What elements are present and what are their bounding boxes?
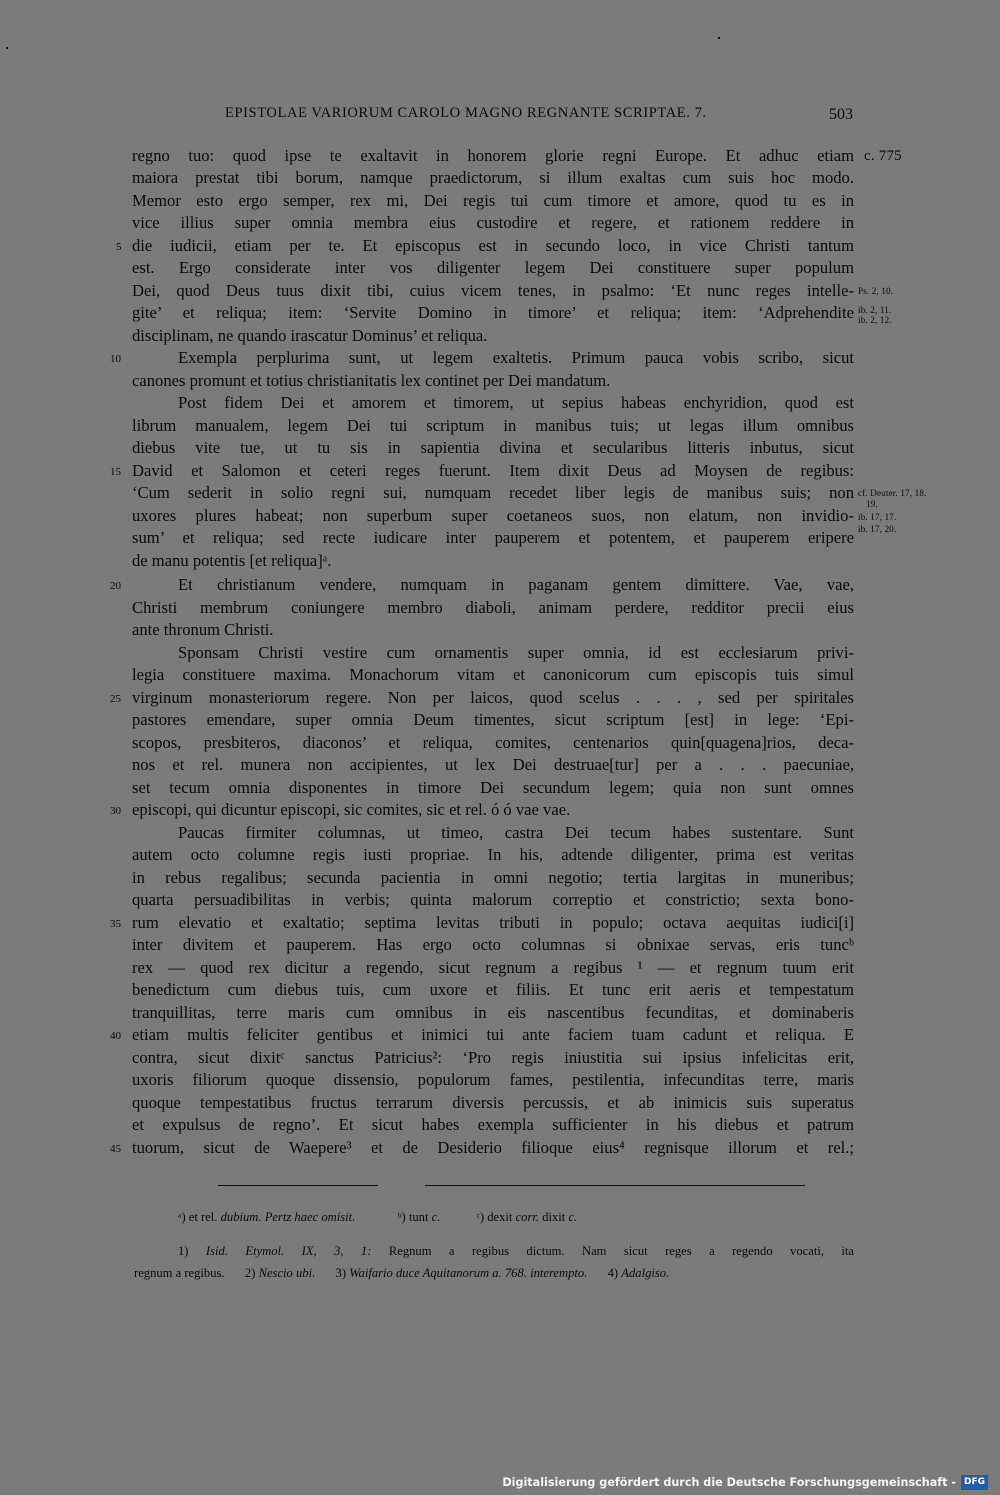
text-line: contra, sicut dixitᶜ sanctus Patricius²: ‘Pro regis iniustitia sui ipsius infelicitas erit,: [132, 1048, 854, 1067]
page-number: 503: [829, 106, 853, 123]
text-line: in rebus regalibus; secunda pacientia in omni negotio; tertia largitas in muneribus;: [132, 868, 854, 887]
text-line: benedictum cum diebus tuis, cum uxore et filiis. Et tunc erit aeris et tempestatum: [132, 980, 854, 999]
footnote-4-mark: 4): [607, 1266, 619, 1280]
text-line: Exempla perplurima sunt, ut legem exaltetis. Primum pauca vobis scribo, sicut: [178, 348, 854, 367]
footnote-1-text: Regnum a regibus dictum. Nam sicut reges a regendo vocati, ita: [388, 1244, 854, 1258]
text-line: legia constituere maxima. Monachorum vitam et canonicorum cum episcopis tuis simul: [132, 665, 854, 684]
footnote-b-ref: c.: [431, 1210, 441, 1224]
footnote-c-word: dixit: [542, 1210, 566, 1224]
text-line: tuorum, sicut de Waepere³ et de Desiderio filioque eius⁴ regnisque illorum et rel.;: [132, 1138, 854, 1157]
text-line: et expulsus de regno’. Et sicut habes exempla sufficienter in his diebus et patrum: [132, 1115, 854, 1134]
margin-note-year: c. 775: [864, 148, 902, 164]
margin-note-ref: Ps. 2, 10.: [858, 286, 894, 296]
text-line: rum elevatio et exaltatio; septima levitas tributi in populo; octava aequitas iudici[i]: [132, 913, 854, 932]
text-line: disciplinam, ne quando irascatur Dominus’ et reliqua.: [132, 326, 488, 345]
footnote-2-mark: 2): [244, 1266, 256, 1280]
text-line: maiora prestat tibi borum, namque praedictorum, si illum exaltas cum suis hoc modo.: [132, 168, 854, 187]
footnote-b: ᵇ) tunt: [397, 1210, 429, 1224]
text-line: uxores plures habeat; non superbum super coetaneos suos, non elatum, non invidio-: [132, 506, 854, 525]
line-number: 25: [110, 693, 121, 705]
footnote-a-text: dubium. Pertz haec omisit.: [220, 1210, 356, 1224]
text-line: set tecum omnia disponentes in timore Dei secundum legem; quia non sunt omnes: [132, 778, 854, 797]
footnote-1-text-cont: regnum a regibus.: [134, 1266, 225, 1280]
text-line: nos et rel. munera non accipientes, ut lex Dei destruae[tur] per a . . . paecuniae,: [132, 755, 854, 774]
text-line: David et Salomon et ceteri reges fuerunt. Item dixit Deus ad Moysen de regibus:: [132, 461, 854, 480]
line-number: 40: [110, 1030, 121, 1042]
text-line: quarta persuadibilitas in verbis; quinta malorum correptio et constrictio; sexta bono-: [132, 890, 854, 909]
page-header: [130, 105, 855, 129]
text-line: ‘Cum sederit in solio regni sui, numquam recedet liber legis de manibus suis; non: [132, 483, 854, 502]
text-line: Et christianum vendere, numquam in paganam gentem dimittere. Vae, vae,: [178, 575, 854, 594]
line-number: 45: [110, 1143, 121, 1155]
text-line: de manu potentis [et reliqua]ᵃ.: [132, 551, 332, 570]
scan-speck: [718, 37, 720, 39]
text-line: diebus vite tue, ut tu sis in sapientia divina et secularibus litteris inbutus, sicut: [132, 438, 854, 457]
footnote-3-text: Waifario duce Aquitanorum a. 768. interempto.: [349, 1266, 588, 1280]
footnote-1-mark: 1): [178, 1244, 189, 1258]
text-line: Sponsam Christi vestire cum ornamentis super omnia, id est ecclesiarum privi-: [178, 643, 854, 662]
running-title: EPISTOLAE VARIORUM CAROLO MAGNO REGNANTE SCRIPTAE. 7.: [225, 105, 707, 121]
footnote-1-ref: Isid. Etymol. IX, 3, 1:: [205, 1244, 372, 1258]
apparatus-footnotes: [178, 1207, 577, 1227]
footnote-3-mark: 3): [335, 1266, 347, 1280]
text-line: est. Ergo considerate inter vos diligenter legem Dei constituere super populum: [132, 258, 854, 277]
text-line: autem octo columne regis iusti propriae. In his, adtende diligenter, prima est veritas: [132, 845, 854, 864]
footnote-separator: [218, 1185, 378, 1186]
text-line: Paucas firmiter columnas, ut timeo, castra Dei tecum habes sustentare. Sunt: [178, 823, 854, 842]
footnote-c-ref: c.: [568, 1210, 578, 1224]
footnote-separator: [425, 1185, 805, 1186]
text-line: vice illius super omnia membra eius custodire et regere, et rationem reddere in: [132, 213, 854, 232]
text-line: Memor esto ergo semper, rex mi, Dei regis tui cum timore et amore, quod tu es in: [132, 191, 854, 210]
text-line: uxoris filiorum quoque dissensio, populorum fames, pestilentia, infecunditas terre, maris: [132, 1070, 854, 1089]
text-line: episcopi, qui dicuntur episcopi, sic comites, sic et rel. ó ó vae vae.: [132, 800, 571, 819]
text-line: Dei, quod Deus tuus dixit tibi, cuius vicem tenes, in psalmo: ‘Et nunc reges intelle-: [132, 281, 854, 300]
text-line: regno tuo: quod ipse te exaltavit in honorem glorie regni Europe. Et adhuc etiam: [132, 146, 854, 165]
text-line: quoque tempestatibus fructus terrarum diversis percussis, et ab inimicis suis superatus: [132, 1093, 854, 1112]
margin-note-ref: cf. Deuter. 17, 18.: [858, 488, 927, 498]
line-number: 20: [110, 580, 121, 592]
footnote-2-text: Nescio ubi.: [258, 1266, 316, 1280]
line-number: 35: [110, 918, 121, 930]
text-line: librum manualem, legem Dei tui scriptum in manibus tuis; ut legas illum omnibus: [132, 416, 854, 435]
margin-note-ref: ib. 17, 17.: [858, 512, 897, 522]
text-line: Post fidem Dei et amorem et timorem, ut sepius habeas enchyridion, quod est: [178, 393, 854, 412]
line-number: 5: [116, 241, 122, 253]
source-footnotes-2-4: [134, 1263, 669, 1283]
text-line: scopos, presbiteros, diaconos’ et reliqua, comites, centenarios quin[quagena]rios, deca-: [132, 733, 854, 752]
text-line: inter divitem et pauperem. Has ergo octo columnas si obnixae servas, eris tuncᵇ: [132, 935, 854, 954]
footnote-a: ᵃ) et rel.: [178, 1210, 218, 1224]
line-number: 15: [110, 466, 121, 478]
line-number: 10: [110, 353, 121, 365]
text-line: Christi membrum coniungere membro diaboli, animam perdere, redditor precii eius: [132, 598, 854, 617]
digitization-credit-bar: [0, 1470, 1000, 1495]
dfg-logo-icon[interactable]: DFG: [961, 1475, 988, 1490]
footnote-c-corr: corr.: [515, 1210, 540, 1224]
text-line: rex — quod rex dicitur a regendo, sicut regnum a regibus ¹ — et regnum tuum erit: [132, 958, 854, 977]
text-line: sum’ et reliqua; sed recte iudicare inter pauperem et potentem, et pauperem eripere: [132, 528, 854, 547]
margin-note-ref: 19.: [866, 499, 878, 509]
credit-text[interactable]: Digitalisierung gefördert durch die Deutsche Forschungsgemeinschaft -: [502, 1476, 956, 1489]
text-line: etiam multis feliciter gentibus et inimici tui ante faciem tuam cadunt et reliqua. E: [132, 1025, 854, 1044]
source-footnote-1: [178, 1241, 854, 1261]
margin-note-ref: ib. 17, 20.: [858, 524, 897, 534]
text-line: pastores emendare, super omnia Deum timentes, sicut scriptum [est] in lege: ‘Epi-: [132, 710, 854, 729]
margin-note-ref: ib. 2, 12.: [858, 315, 892, 325]
text-line: ante thronum Christi.: [132, 620, 274, 639]
text-line: gite’ et reliqua; item: ‘Servite Domino in timore’ et reliqua; item: ‘Adprehendite: [132, 303, 854, 322]
line-number: 30: [110, 805, 121, 817]
text-line: canones promunt et totius christianitatis lex continet per Dei mandatum.: [132, 371, 611, 390]
text-line: tranquillitas, terre maris cum omnibus in eis nascentibus fecunditas, et dominaberis: [132, 1003, 854, 1022]
scan-speck: [6, 47, 8, 49]
text-line: die iudicii, etiam per te. Et episcopus est in secundo loco, in vice Christi tantum: [132, 236, 854, 255]
footnote-c: ᶜ) dexit: [476, 1210, 513, 1224]
margin-note-ref: ib. 2, 11.: [858, 305, 892, 315]
footnote-4-text: Adalgiso.: [621, 1266, 670, 1280]
text-line: virginum monasteriorum regere. Non per laicos, quod scelus . . . , sed per spiritales: [132, 688, 854, 707]
